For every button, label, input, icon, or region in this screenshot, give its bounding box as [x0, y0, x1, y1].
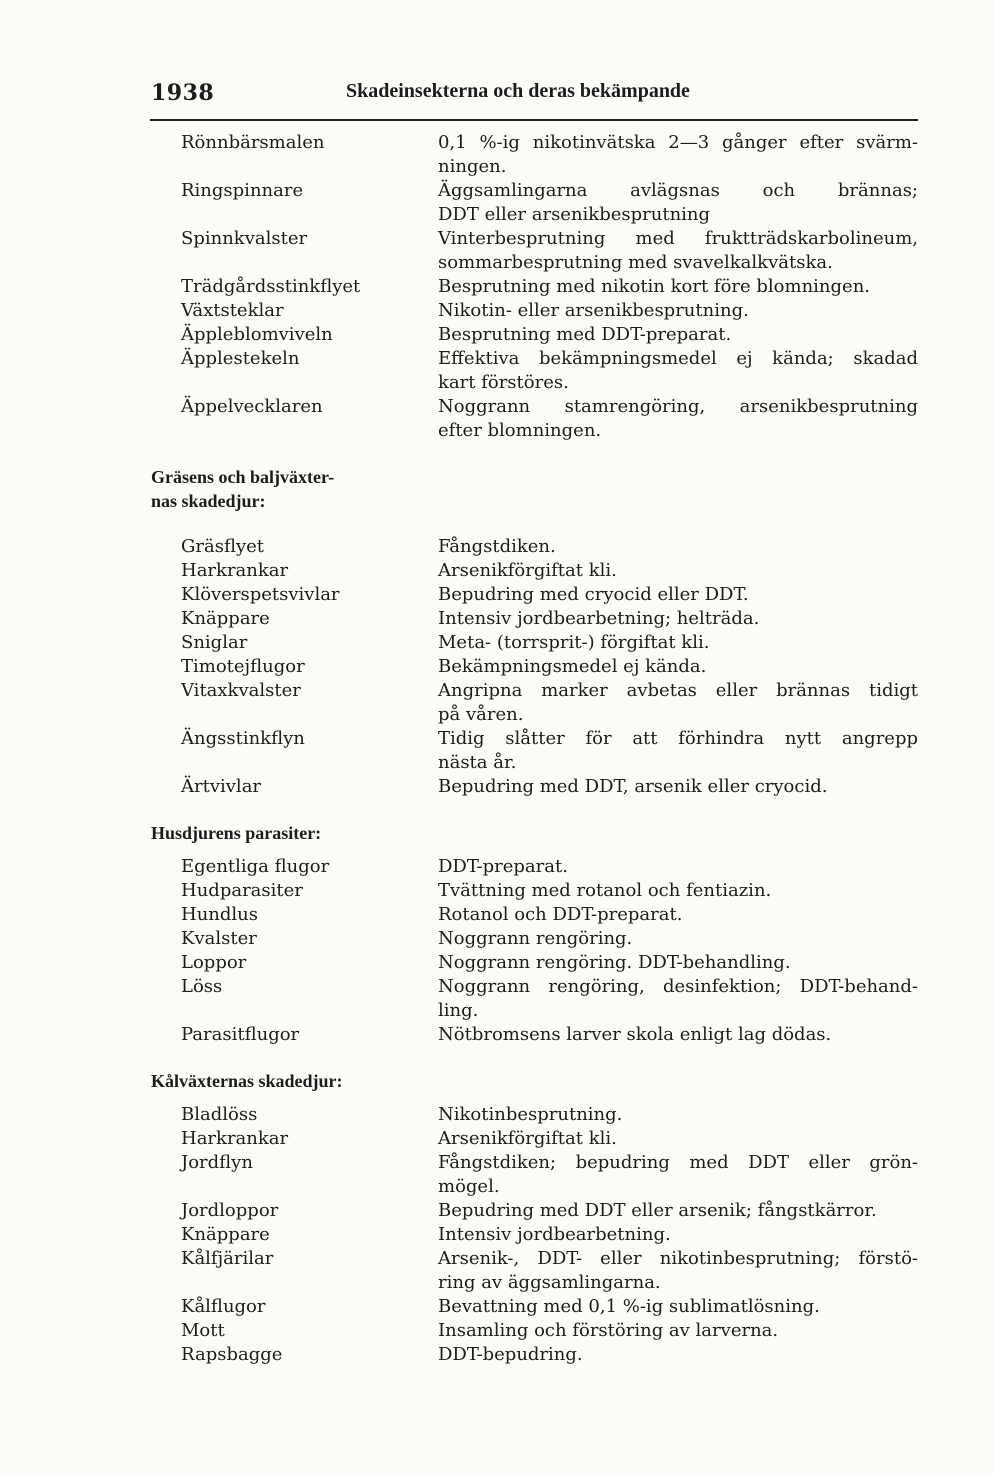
pest-name: Klöverspetsvivlar [181, 584, 340, 605]
treatment [438, 775, 918, 799]
table-row [0, 179, 995, 227]
treatment-line: Besprutning med nikotin kort före blomningen. [438, 276, 871, 297]
treatment-line: nästa år. [438, 752, 517, 773]
treatment [438, 1127, 918, 1151]
table-row [0, 1295, 995, 1319]
table-row [0, 879, 995, 903]
page-number: 1938 [151, 80, 215, 106]
treatment [438, 1295, 918, 1319]
treatment-line: Nikotinbesprutning. [438, 1104, 623, 1125]
treatment-line: Tidig slåtter för att förhindra nytt angrepp [438, 728, 918, 749]
table-row [0, 1199, 995, 1223]
treatment [438, 1103, 918, 1127]
treatment [438, 727, 918, 775]
pest-name: Harkrankar [181, 1128, 289, 1149]
table-row [0, 347, 995, 395]
treatment-line: ring av äggsamlingarna. [438, 1272, 661, 1293]
treatment-line: mögel. [438, 1176, 500, 1197]
treatment-line: efter blomningen. [438, 420, 602, 441]
treatment-line: Arsenikförgiftat kli. [438, 1128, 617, 1149]
treatment-line: 0,1 %-ig nikotinvätska 2—3 gånger efter svärm- [438, 132, 918, 153]
pest-name: Mott [181, 1320, 225, 1341]
section-heading-line: Kålväxternas skadedjur: [151, 1071, 343, 1091]
table-row [0, 903, 995, 927]
treatment [438, 679, 918, 727]
treatment [438, 131, 918, 179]
pest-name: Timotejflugor [181, 656, 305, 677]
table-row [0, 951, 995, 975]
treatment-line: Intensiv jordbearbetning; helträda. [438, 608, 760, 629]
table-row [0, 855, 995, 879]
pest-name: Trädgårdsstinkflyet [181, 276, 361, 297]
pest-name: Spinnkvalster [181, 228, 308, 249]
treatment [438, 631, 918, 655]
treatment-line: Tvättning med rotanol och fentiazin. [438, 880, 772, 901]
table-row [0, 1343, 995, 1367]
treatment [438, 227, 918, 275]
treatment-line: Arsenik-, DDT- eller nikotinbesprutning; förstö- [438, 1248, 918, 1269]
running-title: Skadeinsekterna och deras bekämpande [346, 80, 690, 102]
pest-name: Harkrankar [181, 560, 289, 581]
treatment-line: Noggrann rengöring. [438, 928, 633, 949]
pest-name: Äppelvecklaren [181, 396, 323, 417]
pest-name: Gräsflyet [181, 536, 265, 557]
treatment-line: Besprutning med DDT-preparat. [438, 324, 732, 345]
treatment-line: Noggrann rengöring. DDT-behandling. [438, 952, 791, 973]
table-row [0, 607, 995, 631]
pest-name: Knäppare [181, 608, 270, 629]
treatment-line: Nötbromsens larver skola enligt lag dödas. [438, 1024, 832, 1045]
table-row [0, 775, 995, 799]
treatment [438, 535, 918, 559]
section-heading [151, 465, 431, 513]
treatment-line: Bepudring med cryocid eller DDT. [438, 584, 749, 605]
treatment-line: Vinterbesprutning med fruktträdskarbolineum, [438, 228, 918, 249]
treatment-line: Rotanol och DDT-preparat. [438, 904, 683, 925]
treatment-line: sommarbesprutning med svavelkalkvätska. [438, 252, 833, 273]
treatment-line: Noggrann rengöring, desinfektion; DDT-behand- [438, 976, 918, 997]
table-row [0, 1223, 995, 1247]
treatment [438, 275, 918, 299]
treatment-line: kart förstöres. [438, 372, 569, 393]
treatment-line: ningen. [438, 156, 507, 177]
treatment-line: DDT-bepudring. [438, 1344, 583, 1365]
table-row [0, 927, 995, 951]
table-row [0, 1319, 995, 1343]
pest-name: Vitaxkvalster [181, 680, 301, 701]
treatment-line: Bepudring med DDT, arsenik eller cryocid. [438, 776, 828, 797]
pest-name: Bladlöss [181, 1104, 258, 1125]
table-row [0, 131, 995, 179]
pest-name: Hundlus [181, 904, 258, 925]
table-row [0, 323, 995, 347]
pest-name: Hudparasiter [181, 880, 303, 901]
pest-name: Äppleblomviveln [181, 324, 333, 345]
pest-name: Ärtvivlar [181, 776, 262, 797]
treatment-line: Bekämpningsmedel ej kända. [438, 656, 707, 677]
table-row [0, 679, 995, 727]
table-row [0, 1127, 995, 1151]
treatment-line: Fångstdiken; bepudring med DDT eller grön- [438, 1152, 918, 1173]
table-row [0, 655, 995, 679]
treatment-line: Noggrann stamrengöring, arsenikbesprutning [438, 396, 918, 417]
treatment [438, 879, 918, 903]
treatment-line: Nikotin- eller arsenikbesprutning. [438, 300, 749, 321]
treatment-line: ling. [438, 1000, 479, 1021]
treatment-line: DDT-preparat. [438, 856, 568, 877]
treatment [438, 1223, 918, 1247]
table-row [0, 583, 995, 607]
section-heading [151, 1069, 431, 1093]
table-row [0, 1023, 995, 1047]
pest-name: Ringspinnare [181, 180, 304, 201]
treatment-line: Äggsamlingarna avlägsnas och brännas; [438, 180, 918, 201]
pest-name: Kvalster [181, 928, 257, 949]
table-row [0, 727, 995, 775]
treatment [438, 903, 918, 927]
treatment [438, 607, 918, 631]
treatment [438, 323, 918, 347]
treatment-line: Fångstdiken. [438, 536, 556, 557]
treatment-line: Arsenikförgiftat kli. [438, 560, 617, 581]
treatment [438, 1343, 918, 1367]
treatment [438, 395, 918, 443]
pest-name: Rapsbagge [181, 1344, 283, 1365]
treatment [438, 347, 918, 395]
pest-name: Loppor [181, 952, 247, 973]
pest-name: Parasitflugor [181, 1024, 300, 1045]
pest-name: Växtsteklar [181, 300, 284, 321]
treatment [438, 975, 918, 1023]
table-row [0, 299, 995, 323]
header-rule [150, 119, 918, 121]
table-row [0, 975, 995, 1023]
treatment [438, 927, 918, 951]
treatment [438, 1319, 918, 1343]
pest-name: Ängsstinkflyn [181, 728, 305, 749]
treatment-line: Bepudring med DDT eller arsenik; fångstkärror. [438, 1200, 877, 1221]
treatment [438, 559, 918, 583]
pest-name: Jordloppor [181, 1200, 279, 1221]
section-heading [151, 821, 431, 845]
pest-name: Sniglar [181, 632, 248, 653]
treatment [438, 299, 918, 323]
table-row [0, 395, 995, 443]
pest-name: Äpplestekeln [181, 348, 300, 369]
treatment-line: Bevattning med 0,1 %-ig sublimatlösning. [438, 1296, 820, 1317]
treatment-line: DDT eller arsenikbesprutning [438, 204, 711, 225]
treatment [438, 855, 918, 879]
treatment [438, 179, 918, 227]
treatment-line: Intensiv jordbearbetning. [438, 1224, 671, 1245]
pest-name: Kålflugor [181, 1296, 266, 1317]
table-row [0, 227, 995, 275]
treatment-line: Insamling och förstöring av larverna. [438, 1320, 779, 1341]
treatment [438, 583, 918, 607]
treatment-line: Meta- (torrsprit-) förgiftat kli. [438, 632, 710, 653]
table-row [0, 275, 995, 299]
treatment [438, 1151, 918, 1199]
treatment [438, 1247, 918, 1295]
pest-name: Egentliga flugor [181, 856, 330, 877]
section-heading-line: Gräsens och baljväxter- [151, 467, 335, 487]
pest-table [0, 131, 995, 1367]
pest-name: Jordflyn [181, 1152, 253, 1173]
pest-name: Rönnbärsmalen [181, 132, 325, 153]
table-row [0, 1103, 995, 1127]
section-heading-line: Husdjurens parasiter: [151, 823, 322, 843]
treatment [438, 655, 918, 679]
treatment [438, 1199, 918, 1223]
table-row [0, 535, 995, 559]
pest-name: Kålfjärilar [181, 1248, 274, 1269]
treatment-line: på våren. [438, 704, 524, 725]
pest-name: Löss [181, 976, 223, 997]
treatment-line: Angripna marker avbetas eller brännas tidigt [438, 680, 918, 701]
table-row [0, 1247, 995, 1295]
table-row [0, 559, 995, 583]
treatment [438, 1023, 918, 1047]
table-row [0, 631, 995, 655]
treatment [438, 951, 918, 975]
treatment-line: Effektiva bekämpningsmedel ej kända; skadad [438, 348, 918, 369]
pest-name: Knäppare [181, 1224, 270, 1245]
table-row [0, 1151, 995, 1199]
section-heading-line: nas skadedjur: [151, 491, 266, 511]
